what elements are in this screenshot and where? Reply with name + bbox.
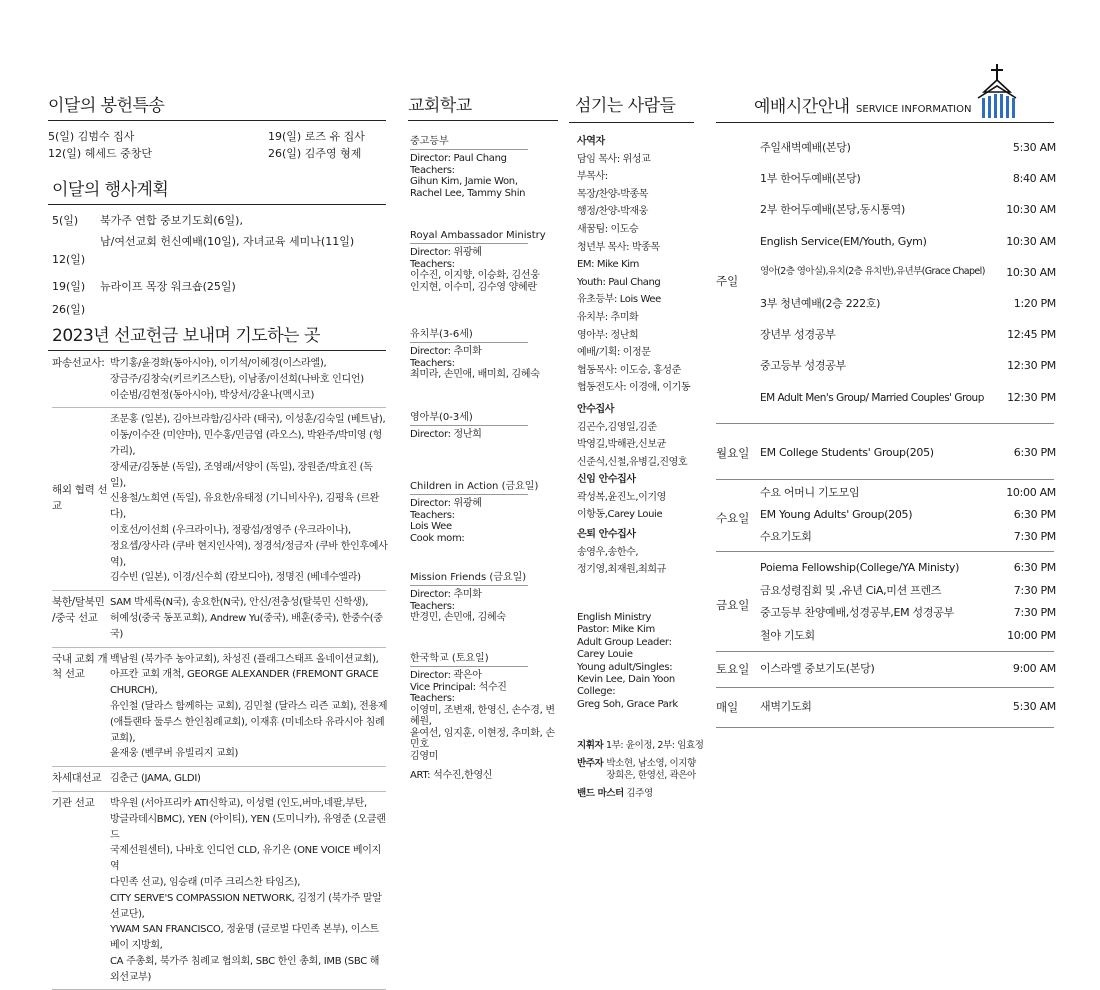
event-date: 5(일) xyxy=(52,214,79,227)
missions-title: 2023년 선교헌금 보내며 기도하는 곳 xyxy=(52,326,320,346)
worship-row xyxy=(760,629,1056,652)
school-line: Teachers: xyxy=(410,357,455,369)
event-date: 12(일) xyxy=(52,253,86,266)
english-line: Carey Louie xyxy=(577,649,633,661)
servant-line: 유초등부: Lois Wee xyxy=(577,294,661,306)
service-time: 1:20 PM xyxy=(1013,296,1056,310)
divider xyxy=(569,122,694,123)
divider xyxy=(410,666,528,667)
worship-row xyxy=(760,700,1056,727)
school-section-title: 영아부(0-3세) xyxy=(410,412,473,423)
mission-group xyxy=(52,408,386,591)
school-line: 인지현, 이수미, 김수영 양혜란 xyxy=(410,281,537,293)
service-name: 3부 청년예배(2층 222호) xyxy=(760,296,881,310)
offerings-title: 이달의 봉헌특송 xyxy=(48,96,165,116)
servant-line: 영아부: 정난희 xyxy=(577,329,639,341)
service-time: 10:30 AM xyxy=(1006,234,1056,248)
mission-line: CA 주총회, 북가주 침례교 협의회, SBC 한인 총회, IMB (SBC 해외선교부) xyxy=(110,955,380,983)
events-list xyxy=(52,212,380,318)
servants-head: 안수집사 xyxy=(577,403,615,415)
mission-label: 북한/탈북민 /중국 선교 xyxy=(52,596,105,624)
event-row xyxy=(52,212,380,229)
school-line: 이영미, 조변재, 한영신, 손수경, 변혜원, xyxy=(410,704,555,727)
service-time: 5:30 AM xyxy=(1012,700,1056,713)
servant-line: 협동목사: 이도승, 홍성준 xyxy=(577,364,681,376)
mission-lines xyxy=(110,412,388,586)
service-name: English Service(EM/Youth, Gym) xyxy=(760,234,927,248)
servants-list xyxy=(577,133,702,579)
english-line: Greg Soh, Grace Park xyxy=(577,698,678,710)
school-section xyxy=(410,328,558,381)
event-date xyxy=(52,233,100,250)
mission-lines xyxy=(110,356,388,403)
school-line: 최미라, 손민애, 배미희, 김혜숙 xyxy=(410,369,540,380)
offering-entry: 26(일) 김주영 형제 xyxy=(268,147,362,160)
servant-line: 담임 목사: 위성교 xyxy=(577,153,651,165)
servants-block xyxy=(577,133,702,397)
school-line: 김영미 xyxy=(410,750,439,762)
school-section-body xyxy=(410,346,558,381)
service-name: 금요성령집회 및 ,유년 CiA,미션 프렌즈 xyxy=(760,583,942,597)
offering-entry: 5(일) 김범수 집사 xyxy=(48,130,135,143)
worship-row xyxy=(760,561,1056,584)
school-section-body xyxy=(410,498,558,544)
service-name: 2부 한어두예배(본당,동시통역) xyxy=(760,203,905,217)
conductor-row xyxy=(577,740,707,752)
band-row xyxy=(577,788,707,800)
service-name: Poiema Fellowship(College/YA Ministy) xyxy=(760,561,960,574)
school-line: 윤여선, 임지훈, 이현정, 추미화, 손민호 xyxy=(410,727,555,750)
church-icon xyxy=(976,62,1020,120)
mission-line: 국제선원센터), 나바호 인디언 CLD, 유기은 (ONE VOICE 베이지역 xyxy=(110,845,382,873)
worship-row xyxy=(760,530,1056,552)
mission-line: 장금주/김창숙(키르키즈스탄), 이남종/이선희(나바호 인디언) xyxy=(110,373,364,385)
service-name: 장년부 성경공부 xyxy=(760,328,836,342)
school-section-title: 한국학교 (토요일) xyxy=(410,653,489,664)
mission-line: 신용철/노희연 (독일), 유요한/유태정 (기니비사우), 김평육 (르완다), xyxy=(110,493,379,521)
english-line: Pastor: Mike Kim xyxy=(577,624,655,636)
accompanist-line: 박소현, 남소영, 이지향 xyxy=(606,758,696,769)
mission-line: 정요셉/장사라 (쿠바 현지인사역), 정경석/정금자 (쿠바 한인후예사역), xyxy=(110,540,388,568)
servants-head: 신임 안수집사 xyxy=(577,474,636,486)
english-line: Kevin Lee, Dain Yoon xyxy=(577,674,675,686)
service-time: 12:30 PM xyxy=(1007,390,1056,404)
missions-table xyxy=(52,352,386,990)
school-column xyxy=(408,0,558,850)
worship-row xyxy=(760,235,1056,266)
worship-row xyxy=(760,584,1056,607)
divider xyxy=(410,425,528,426)
worship-day: 토요일 xyxy=(716,662,750,676)
mission-line: 백남원 (북가주 농아교회), 차성진 (플래그스태프 올네이션교회), xyxy=(110,653,379,665)
divider xyxy=(410,149,528,150)
english-line: College: xyxy=(577,686,616,698)
school-section-title: Children in Action (금요일) xyxy=(410,481,539,492)
worship-group xyxy=(716,688,1054,728)
school-line: Gihun Kim, Jamie Won, xyxy=(410,176,518,187)
worship-row xyxy=(760,391,1056,422)
english-line: Young adult/Singles: xyxy=(577,661,673,673)
school-line: Teachers: xyxy=(410,693,455,704)
school-line: Director: 위광혜 xyxy=(410,247,482,258)
mission-line: 다민족 선교), 임승래 (미주 크리스찬 타임즈), xyxy=(110,876,301,888)
school-line: Teachers: xyxy=(410,600,455,612)
servant-line: 정기영,최재원,최희규 xyxy=(577,564,666,576)
servant-line: 신준식,신철,유병길,진영호 xyxy=(577,456,688,468)
accompanist-head: 반주자 xyxy=(577,758,604,769)
school-line: Lois Wee xyxy=(410,521,452,532)
mission-line: 김수빈 (일본), 이경/신수희 (캄보디아), 정명진 (베네수엘라) xyxy=(110,572,361,584)
school-line: Teachers: xyxy=(410,258,455,270)
school-line: Rachel Lee, Tammy Shin xyxy=(410,187,526,199)
event-text xyxy=(100,251,380,268)
divider xyxy=(48,204,386,205)
servants-head: 사역자 xyxy=(577,136,605,147)
worship-day: 금요일 xyxy=(716,598,750,613)
school-line: ART: 석수진,한영신 xyxy=(410,770,493,781)
worship-subtitle: SERVICE INFORMATION xyxy=(856,104,972,115)
school-line: Director: 추미화 xyxy=(410,346,482,357)
service-name: 주일새벽예배(본당) xyxy=(760,141,851,154)
music-team xyxy=(577,740,707,800)
worship-day: 주일 xyxy=(716,274,739,289)
offering-row xyxy=(48,128,386,145)
event-date: 19(일) xyxy=(52,280,86,293)
worship-row xyxy=(760,486,1056,508)
servant-line: Youth: Paul Chang xyxy=(577,276,661,288)
service-name: EM College Students' Group(205) xyxy=(760,446,934,459)
event-text xyxy=(100,301,380,318)
school-title: 교회학교 xyxy=(408,96,472,116)
mission-lines xyxy=(110,652,388,763)
mission-lines xyxy=(110,595,388,642)
offering-row xyxy=(48,145,386,162)
mission-label: 차세대선교 xyxy=(52,772,102,785)
worship-row xyxy=(760,508,1056,530)
mission-line: 박우원 (서아프리카 ATI신학교), 이성렬 (인도,버마,네팔,부탄, xyxy=(110,797,367,809)
worship-rows xyxy=(760,561,1056,651)
school-section xyxy=(410,480,558,544)
mission-label: 기관 선교 xyxy=(52,796,95,809)
service-name: 1부 한어두예배(본당) xyxy=(760,172,861,186)
english-line: English Ministry xyxy=(577,612,652,623)
service-time: 7:30 PM xyxy=(1013,530,1056,543)
service-time: 10:00 PM xyxy=(1007,628,1056,642)
school-section-body xyxy=(410,153,558,199)
worship-row xyxy=(760,297,1056,328)
conductor-head: 지휘자 xyxy=(577,740,604,751)
offering-entry: 12(일) 헤세드 중창단 xyxy=(48,147,152,160)
event-text: 북가주 연합 중보기도회(6일), xyxy=(100,214,243,227)
servant-line: 목장/찬양-박종목 xyxy=(577,188,648,200)
mission-label: 국내 교회 개척 선교 xyxy=(52,652,108,681)
worship-row xyxy=(760,328,1056,359)
worship-group xyxy=(716,124,1054,424)
event-text: 남/여선교회 헌신예배(10일), 자녀교육 세미나(11일) xyxy=(100,235,355,248)
service-time: 9:00 AM xyxy=(1012,662,1056,675)
events-title: 이달의 행사계획 xyxy=(52,180,169,200)
servant-line: 송영우,송한수, xyxy=(577,546,639,558)
divider xyxy=(410,585,528,586)
service-time: 6:30 PM xyxy=(1013,561,1056,574)
worship-row xyxy=(760,446,1056,479)
service-time: 7:30 PM xyxy=(1013,583,1056,597)
servant-line: 청년부 목사: 박종목 xyxy=(577,241,660,253)
mission-line: 조문홍 (일본), 김아브라함/김사라 (태국), 이성훈/김숙일 (베트남), xyxy=(110,414,386,426)
worship-day: 월요일 xyxy=(716,446,750,460)
service-name: 수요기도회 xyxy=(760,530,812,543)
school-line: Cook mom: xyxy=(410,532,465,544)
mission-group xyxy=(52,352,386,408)
mission-line: (애틀랜타 둘루스 한인침례교회), 이재휴 (미네소타 유라시아 침례교회), xyxy=(110,716,385,744)
service-name: 영아(2층 영아실),유치(2층 유치반),유년부(Grace Chapel) xyxy=(760,265,985,277)
school-section-body xyxy=(410,429,558,441)
divider xyxy=(48,120,386,121)
servant-line: 협동전도사: 이경애, 이기동 xyxy=(577,382,691,394)
worship-row xyxy=(760,662,1056,687)
servant-line: 예배/기획: 이정문 xyxy=(577,347,651,359)
school-line: Director: 추미화 xyxy=(410,589,482,600)
worship-row xyxy=(760,141,1056,172)
mission-line: 이호선/이선희 (우크라이나), 정광섭/정영주 (우크라이나), xyxy=(110,524,351,536)
service-time: 12:30 PM xyxy=(1007,359,1056,373)
divider xyxy=(408,120,558,121)
servant-line: EM: Mike Kim xyxy=(577,259,639,271)
servant-line: 유치부: 추미화 xyxy=(577,311,639,323)
mission-group xyxy=(52,591,386,647)
accompanist-line: 장희은, 한영선, 곽은아 xyxy=(606,770,696,781)
worship-group xyxy=(716,424,1054,480)
worship-row xyxy=(760,359,1056,390)
mission-group xyxy=(52,767,386,792)
school-line: Director: Paul Chang xyxy=(410,153,507,164)
worship-row xyxy=(760,606,1056,629)
mission-lines xyxy=(110,771,388,787)
offering-entry: 19(일) 로즈 유 집사 xyxy=(268,130,365,143)
event-row xyxy=(52,301,380,318)
service-name: 새벽기도회 xyxy=(760,700,812,713)
mission-line: SAM 박세록(N국), 송요한(N국), 안신/전충성(탈북민 신학생), xyxy=(110,597,369,609)
service-time: 10:00 AM xyxy=(1006,486,1056,499)
service-name: 이스라엘 중보기도(본당) xyxy=(760,662,875,675)
mission-line: 허예성(중국 동포교회), Andrew Yu(중국), 배훈(중국), 한중수(중국) xyxy=(110,612,383,640)
school-line: Vice Principal: 석수진 xyxy=(410,681,507,693)
english-line: Adult Group Leader: xyxy=(577,636,672,648)
servant-line: 이항동,Carey Louie xyxy=(577,509,663,521)
mission-line: YWAM SAN FRANCISCO, 정윤명 (글로벌 다민족 본부), 이스트베이 지방회, xyxy=(110,924,379,952)
mission-label: 파송선교사: xyxy=(52,357,105,369)
servant-line: 김곤수,김영일,김준 xyxy=(577,421,657,433)
service-time: 6:30 PM xyxy=(1013,446,1056,459)
school-section xyxy=(410,411,558,441)
servants-block xyxy=(577,471,702,524)
service-time: 5:30 AM xyxy=(1012,141,1056,154)
servants-title: 섬기는 사람들 xyxy=(575,96,676,116)
school-section xyxy=(410,135,558,199)
service-name: 중고등부 성경공부 xyxy=(760,359,846,373)
school-line: 반경민, 손민애, 김혜숙 xyxy=(410,612,506,623)
mission-line: 윤재웅 (벤쿠버 유빌리지 교회) xyxy=(110,748,239,760)
school-section xyxy=(410,571,558,624)
servants-block xyxy=(577,401,702,471)
servant-line: 부목사: xyxy=(577,171,608,183)
mission-line: 이순범/김현정(동아시아), 박상서/강윤나(멕시코) xyxy=(110,389,315,401)
worship-column xyxy=(716,0,1056,850)
service-name: 수요 어머니 기도모임 xyxy=(760,486,860,499)
divider xyxy=(48,350,386,351)
school-section-title: Mission Friends (금요일) xyxy=(410,572,527,583)
school-section xyxy=(410,229,558,293)
mission-group xyxy=(52,648,386,768)
event-row xyxy=(52,278,380,295)
mission-line: CITY SERVE'S COMPASSION NETWORK, 김정기 (북가주 말알 선교단), xyxy=(110,892,382,920)
divider xyxy=(410,342,528,343)
school-section-title: 중고등부 xyxy=(410,136,449,147)
worship-group xyxy=(716,652,1054,688)
mission-line: 박기홍/윤경화(동아시아), 이기석/이혜경(이스라엘), xyxy=(110,358,327,369)
service-name: 중고등부 찬양예배,성경공부,EM 성경공부 xyxy=(760,606,954,619)
mission-line: 장세균/김동분 (독일), 조영래/서양이 (독일), 장원준/박효진 (독일), xyxy=(110,461,373,489)
event-row xyxy=(52,233,380,250)
worship-day: 매일 xyxy=(716,700,739,714)
service-name: EM Adult Men's Group/ Married Couples' Group xyxy=(760,391,984,404)
worship-row xyxy=(760,203,1056,234)
event-row xyxy=(52,251,380,268)
service-time: 12:45 PM xyxy=(1007,328,1056,342)
school-section xyxy=(410,652,558,782)
worship-day: 수요일 xyxy=(716,511,750,526)
worship-rows xyxy=(760,486,1056,552)
worship-table xyxy=(716,124,1054,728)
servants-head: 은퇴 안수집사 xyxy=(577,529,636,541)
event-text: 뉴라이프 목장 워크숍(25일) xyxy=(100,280,236,293)
band-head: 밴드 마스터 xyxy=(577,788,624,799)
mission-group xyxy=(52,792,386,990)
worship-row xyxy=(760,172,1056,203)
school-section-title: Royal Ambassador Ministry xyxy=(410,230,546,241)
school-line: Teachers: xyxy=(410,164,455,176)
service-time: 6:30 PM xyxy=(1013,508,1056,521)
mission-label: 해외 협력 선교 xyxy=(52,484,108,513)
english-ministry xyxy=(577,612,702,711)
school-line: Teachers: xyxy=(410,509,455,521)
mission-line: 방글라데시BMC), YEN (아이티), YEN (도미니카), 유영준 (오클랜드 xyxy=(110,813,386,841)
school-section-body xyxy=(410,670,558,782)
servant-line: 박영길,박해관,신보균 xyxy=(577,439,666,451)
event-date: 26(일) xyxy=(52,303,86,316)
divider xyxy=(716,122,1054,123)
school-section-title: 유치부(3-6세) xyxy=(410,329,473,340)
worship-group xyxy=(716,552,1054,652)
accompanist-row xyxy=(577,758,707,782)
school-section-body xyxy=(410,589,558,624)
service-time: 8:40 AM xyxy=(1012,172,1056,186)
school-line xyxy=(410,762,558,770)
school-section-body xyxy=(410,247,558,293)
school-line: Director: 곽은아 xyxy=(410,670,482,681)
service-name: 철야 기도회 xyxy=(760,628,815,642)
divider xyxy=(410,494,528,495)
worship-title: 예배시간안내 xyxy=(754,97,850,117)
mission-line: 이동/이수잔 (미얀마), 민수홍/민금엽 (라오스), 박완주/박미영 (헝가리), xyxy=(110,430,383,457)
servant-line: 새꿈팀: 이도승 xyxy=(577,223,639,235)
worship-group xyxy=(716,480,1054,552)
service-time: 10:30 AM xyxy=(1006,265,1056,279)
band-text: 김주영 xyxy=(626,788,653,799)
offerings-list xyxy=(48,128,386,162)
mission-lines xyxy=(110,796,388,986)
school-line: 이수진, 이지향, 이승화, 김선웅 xyxy=(410,270,540,281)
left-column xyxy=(48,0,388,983)
worship-rows xyxy=(760,141,1056,423)
accompanist-lines xyxy=(606,758,695,782)
servants-column xyxy=(577,0,702,850)
divider xyxy=(410,243,528,244)
mission-line: 김춘근 (JAMA, GLDI) xyxy=(110,773,201,785)
servant-line: 행정/찬양-박재웅 xyxy=(577,206,648,218)
school-line: Director: 정난희 xyxy=(410,429,482,440)
worship-header xyxy=(754,96,972,119)
school-line: Director: 위광혜 xyxy=(410,498,482,509)
conductor-text: 1부: 윤이정, 2부: 임효정 xyxy=(605,740,704,751)
worship-row xyxy=(760,266,1056,297)
service-time: 10:30 AM xyxy=(1006,203,1056,217)
mission-line: 유인철 (달라스 함께하는 교회), 김민철 (달라스 리즌 교회), 전용제 xyxy=(110,700,388,712)
service-time: 7:30 PM xyxy=(1013,606,1056,619)
servant-line: 곽성복,윤진노,이기영 xyxy=(577,491,666,503)
servants-block xyxy=(577,526,702,579)
service-name: EM Young Adults' Group(205) xyxy=(760,508,913,521)
mission-line: 아프칸 교회 개척, GEORGE ALEXANDER (FREMONT GRACE CHURCH), xyxy=(110,669,379,697)
